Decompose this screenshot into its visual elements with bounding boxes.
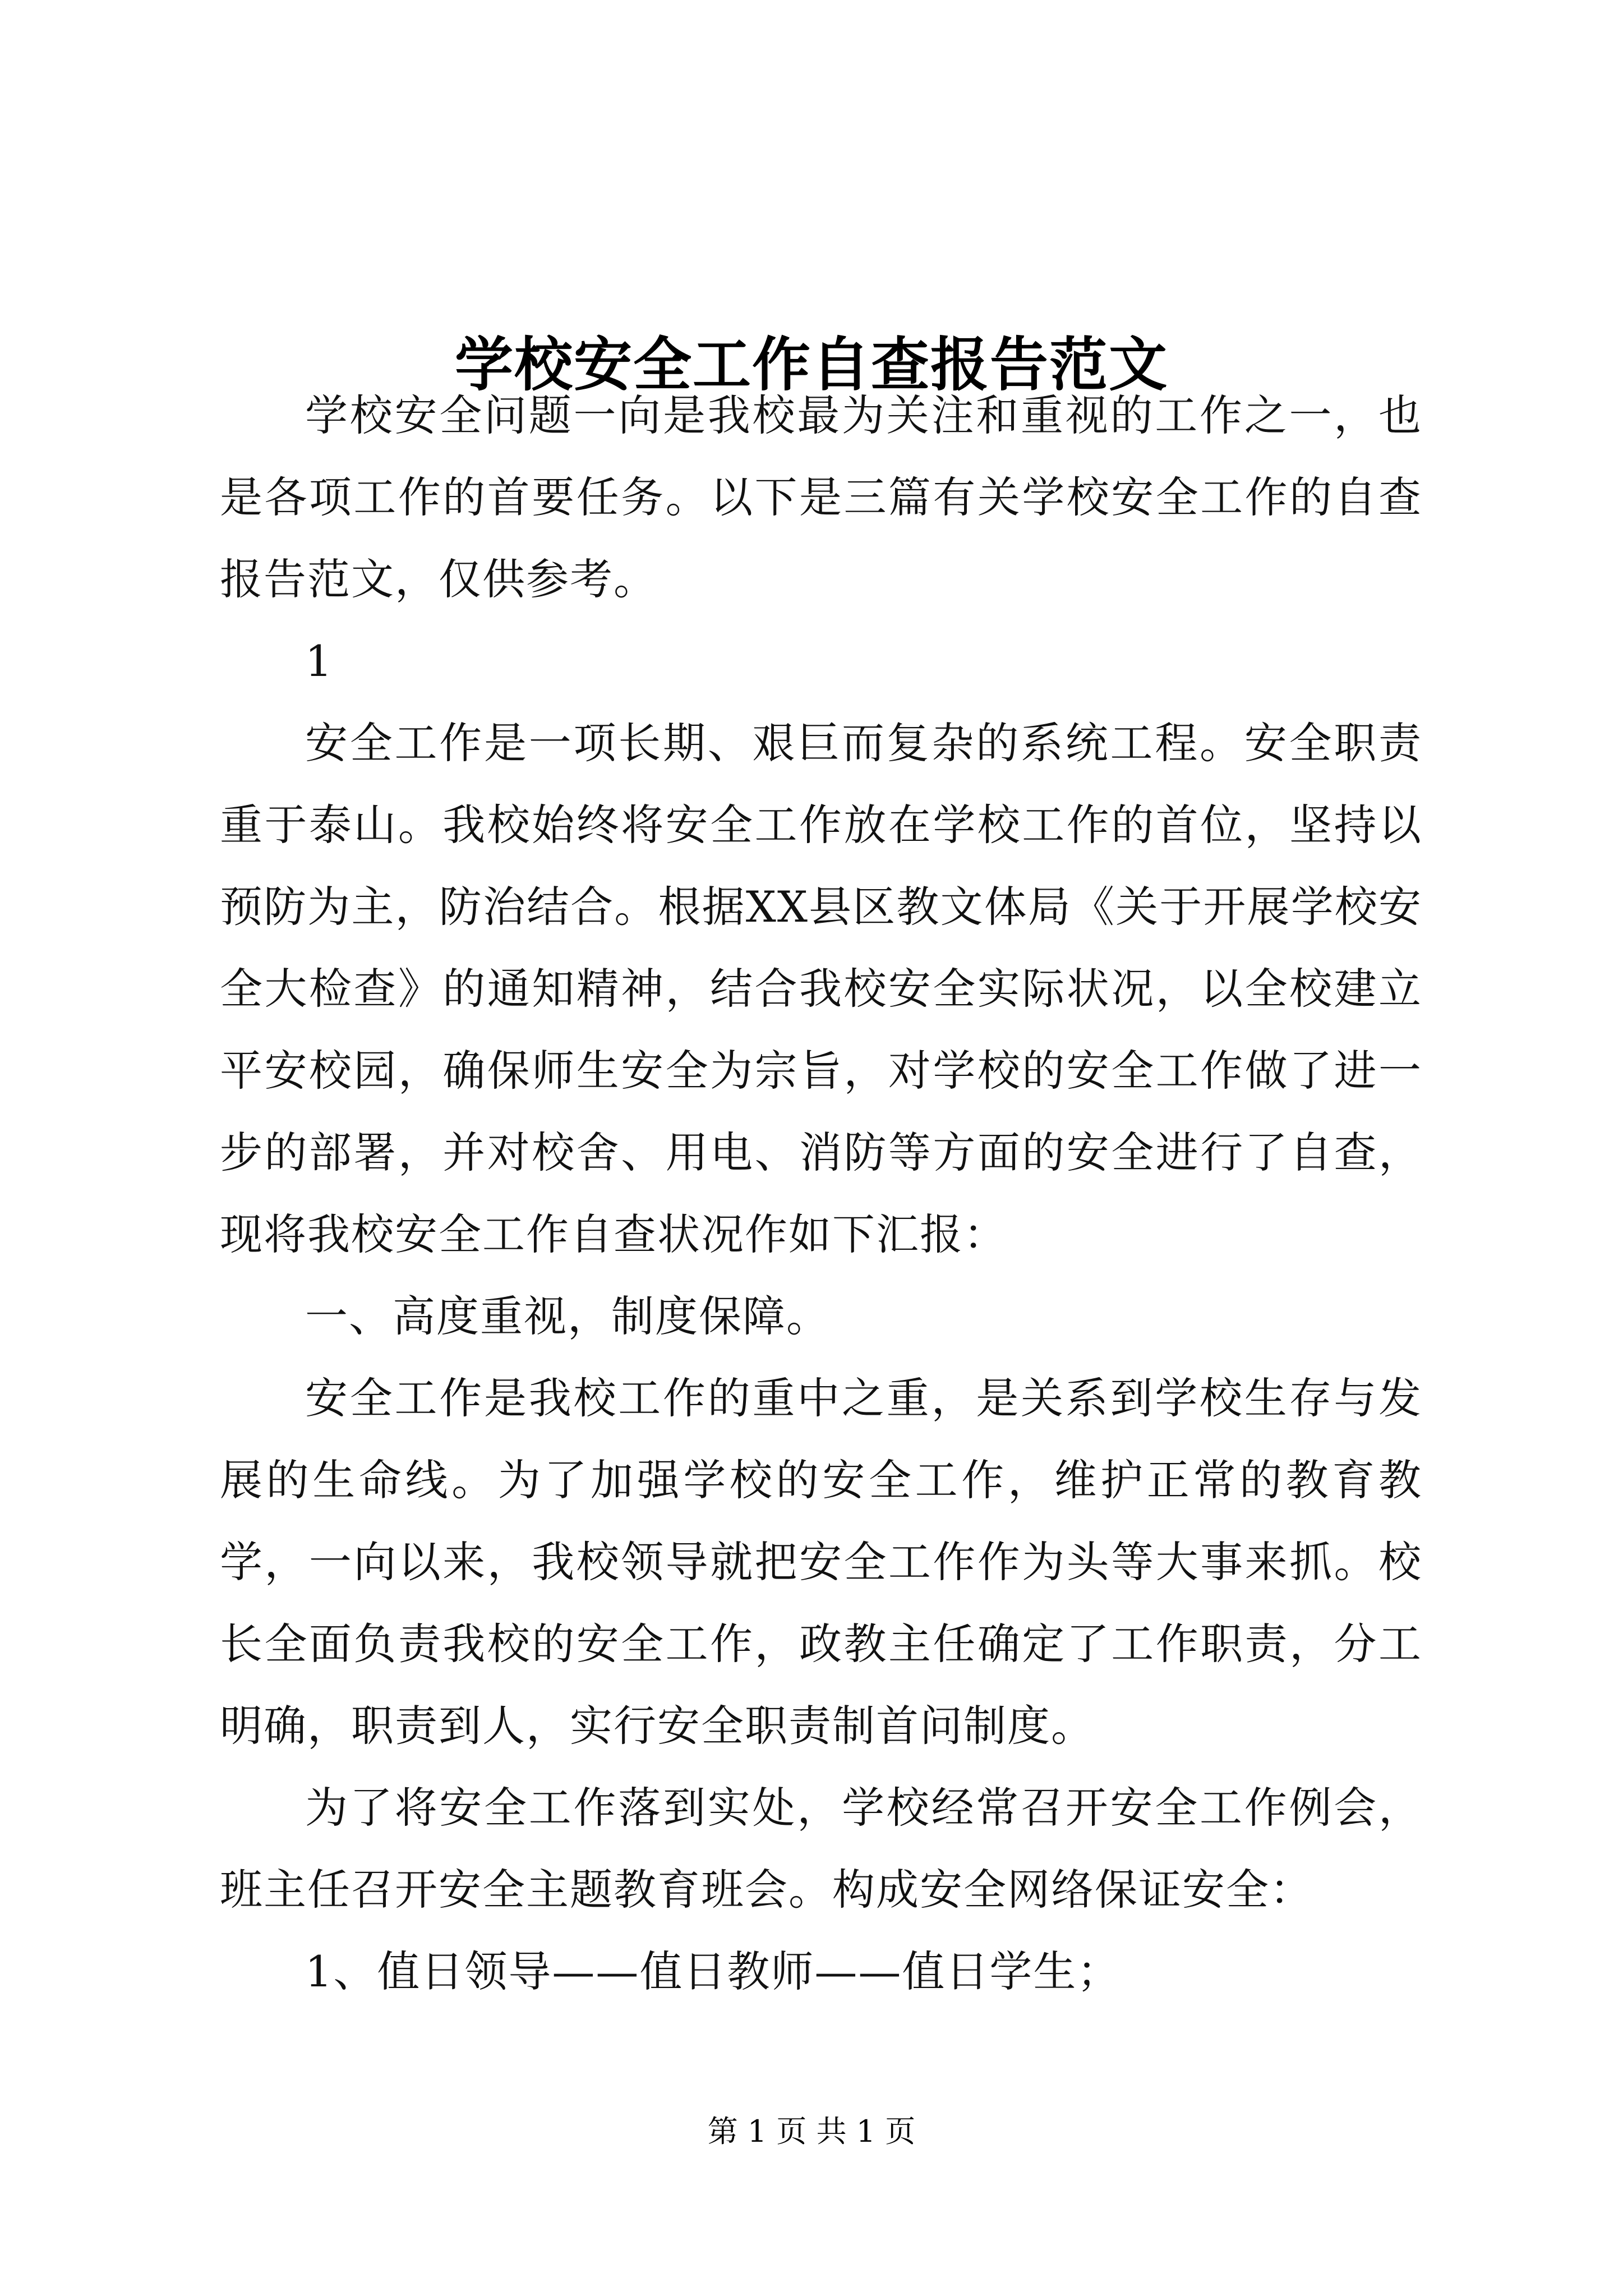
paragraph-overview: 安全工作是一项长期、艰巨而复杂的系统工程。安全职责重于泰山。我校始终将安全工作放在学校工作的首位，坚持以预防为主，防治结合。根据XX县区教文体局《关于开展学校安全大检查》的通知精神，结合我校安全实际状况，以全校建立平安校园，确保师生安全为宗旨，对学校的安全工作做了进一步的部署，并对校舍、用电、消防等方面的安全进行了自查，现将我校安全工作自查状况作如下汇报： [220,718,1422,1259]
page-footer: 第 1 页 共 1 页 [707,2114,916,2149]
paragraph-section-number: 1 [305,636,334,686]
paragraph-meetings: 为了将安全工作落到实处，学校经常召开安全工作例会，班主任召开安全主题教育班会。构成安全网络保证安全： [220,1783,1422,1915]
document-title: 学校安全工作自查报告范文 [454,329,1168,399]
paragraph-intro: 学校安全问题一向是我校最为关注和重视的工作之一，也是各项工作的首要任务。以下是三篇有关学校安全工作的自查报告范文，仅供参考。 [220,390,1422,604]
paragraph-duty-network: 1、值日领导——值日教师——值日学生； [305,1947,1121,1996]
document-body [220,375,1422,2013]
paragraph-heading-one: 一、高度重视，制度保障。 [305,1291,830,1341]
paragraph-leadership: 安全工作是我校工作的重中之重，是关系到学校生存与发展的生命线。为了加强学校的安全工作，维护正常的教育教学，一向以来，我校领导就把安全工作作为头等大事来抓。校长全面负责我校的安全工作，政教主任确定了工作职责，分工明确，职责到人，实行安全职责制首问制度。 [220,1373,1422,1751]
